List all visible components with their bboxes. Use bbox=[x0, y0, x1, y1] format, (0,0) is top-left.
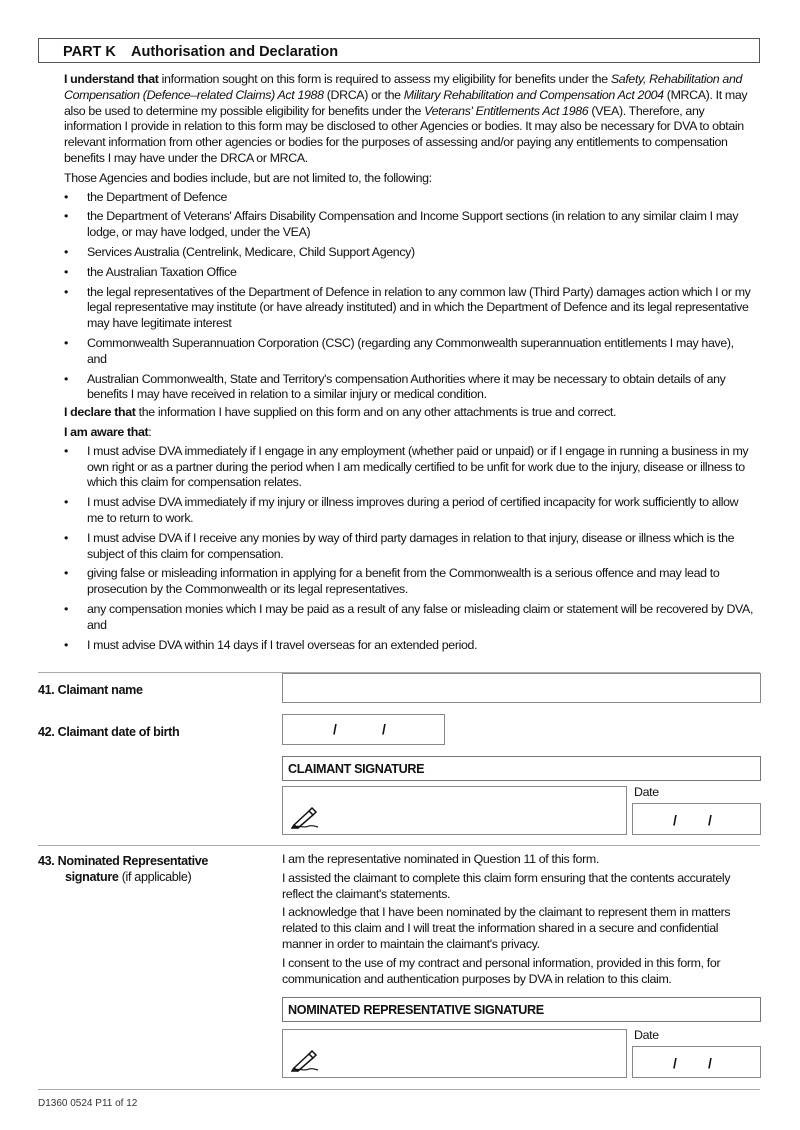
list-item: • the Department of Defence bbox=[64, 190, 754, 206]
aware-heading bbox=[64, 425, 754, 441]
claimant-signature-field[interactable] bbox=[282, 786, 627, 835]
pen-signature-icon bbox=[291, 807, 319, 829]
aware-lead: I am aware that bbox=[64, 424, 149, 439]
claimant-signature-heading: CLAIMANT SIGNATURE bbox=[282, 756, 761, 781]
act-drca: Safety, Rehabilitation and Compensation (Defence–related Claims) Act 1988 bbox=[64, 72, 743, 102]
list-item: • giving false or misleading information in applying for a benefit from the Commonwealth is a serious offence and may lead to prosecution by the Commonwealth or its legal representatives. bbox=[64, 566, 754, 598]
declare-lead: I declare that bbox=[64, 405, 136, 420]
footer-divider bbox=[38, 1089, 760, 1090]
declare-text: the information I have supplied on this form and on any other attachments is true and correct. bbox=[135, 405, 617, 420]
declaration-paragraph bbox=[64, 405, 754, 421]
list-item: • Commonwealth Superannuation Corporation (CSC) (regarding any Commonwealth superannuation entitlements I may have), and bbox=[64, 336, 754, 368]
claimant-date-field[interactable] bbox=[632, 803, 761, 835]
nominated-rep-statements bbox=[282, 852, 752, 990]
list-item: I acknowledge that I have been nominated by the claimant to represent them in matters related to this claim and I will treat the information shared in a secure and confidential manner in order to maintain the claimant's privacy. bbox=[282, 905, 731, 951]
list-item: • I must advise DVA immediately if my injury or illness improves during a period of certified incapacity for work sufficiently to allow me to return to work. bbox=[64, 495, 754, 527]
authorisation-text bbox=[64, 72, 754, 657]
claimant-date-label: Date bbox=[634, 785, 659, 799]
date-slash-1: / bbox=[673, 1055, 677, 1071]
aware-colon: : bbox=[148, 424, 152, 439]
nominated-rep-label-rest: (if applicable) bbox=[118, 869, 192, 884]
nominated-rep-label bbox=[38, 854, 208, 885]
aware-list bbox=[64, 444, 754, 654]
list-item: • the Department of Veterans' Affairs Disability Compensation and Income Support sections (in relation to any similar claim I may lodge, or may have lodged, under the VEA) bbox=[64, 209, 754, 241]
list-item: • any compensation monies which I may be paid as a result of any false or misleading claim or statement will be recovered by DVA, and bbox=[64, 602, 754, 634]
section-title: Authorisation and Declaration bbox=[131, 44, 339, 60]
act-mrca: Military Rehabilitation and Compensation Act 2004 bbox=[403, 87, 664, 102]
understand-text-3: (MRCA). It may also be used to determine my possible eligibility for benefits under the bbox=[64, 87, 748, 118]
nominated-rep-label-signature: signature bbox=[65, 869, 119, 884]
date-slash-2: / bbox=[708, 1055, 712, 1071]
section-divider bbox=[38, 845, 760, 846]
list-item: • Services Australia (Centrelink, Medicare, Child Support Agency) bbox=[64, 245, 754, 261]
date-slash-1: / bbox=[673, 812, 677, 828]
list-item: • the Australian Taxation Office bbox=[64, 265, 754, 281]
list-item: • I must advise DVA within 14 days if I travel overseas for an extended period. bbox=[64, 638, 754, 654]
list-item: • I must advise DVA immediately if I engage in any employment (whether paid or unpaid) or if I engage in running a business in my own right or as a partner during the period when I am medically certified to be unfit for work due to the injury, disease or illness to which this claim for compensation relates. bbox=[64, 444, 754, 491]
list-item: • the legal representatives of the Department of Defence in relation to any common law (Third Party) damages action which I or my legal representative may institute (or have already instituted) and in which the Department of Defence and its legal representative may have legitimate interest bbox=[64, 285, 754, 332]
rep-signature-field[interactable] bbox=[282, 1029, 627, 1078]
agencies-list bbox=[64, 190, 754, 404]
claimant-dob-field[interactable] bbox=[282, 714, 445, 745]
nominated-rep-label-bold: 43. Nominated Representative bbox=[38, 854, 209, 868]
claimant-dob-label: 42. Claimant date of birth bbox=[38, 725, 180, 739]
understand-text-1: information sought on this form is required to assess my eligibility for benefits under the bbox=[158, 72, 611, 86]
list-item: I consent to the use of my contract and personal information, provided in this form, for communication and authentication purposes by DVA in relation to this claim. bbox=[282, 955, 721, 986]
rep-date-label: Date bbox=[634, 1028, 659, 1042]
pen-signature-icon bbox=[291, 1050, 319, 1072]
rep-signature-heading: NOMINATED REPRESENTATIVE SIGNATURE bbox=[282, 997, 761, 1022]
part-k-header bbox=[38, 38, 760, 63]
claimant-name-field[interactable] bbox=[282, 673, 761, 703]
claimant-name-label: 41. Claimant name bbox=[38, 683, 143, 697]
part-label: PART K bbox=[63, 44, 116, 60]
understand-paragraph bbox=[64, 72, 754, 167]
understand-text-2: (DRCA) or the bbox=[323, 87, 404, 102]
page-footer: D1360 0524 P11 of 12 bbox=[38, 1098, 138, 1109]
dob-slash-2: / bbox=[382, 721, 386, 737]
list-item: I am the representative nominated in Question 11 of this form. bbox=[282, 852, 599, 866]
understand-text-4: (VEA). Therefore, any information I provide in relation to this form may be disclosed to other Agencies or bodies. It may also be necessary for DVA to obtain relevant information from other agencies or bodies for the purposes of assessing and/or paying any entitlements to compensation benefits I may have under the DRCA or MRCA. bbox=[64, 103, 744, 165]
dob-slash-1: / bbox=[333, 721, 337, 737]
act-vea: Veterans' Entitlements Act 1986 bbox=[424, 103, 589, 118]
agencies-intro: Those Agencies and bodies include, but are not limited to, the following: bbox=[64, 170, 432, 185]
date-slash-2: / bbox=[708, 812, 712, 828]
list-item: • Australian Commonwealth, State and Territory's compensation Authorities where it may be necessary to obtain details of any benefits I may have received in relation to a similar injury or medical condition. bbox=[64, 372, 754, 404]
list-item: I assisted the claimant to complete this claim form ensuring that the contents accurately reflect the claimant's statements. bbox=[282, 870, 731, 901]
rep-date-field[interactable] bbox=[632, 1046, 761, 1078]
list-item: • I must advise DVA if I receive any monies by way of third party damages in relation to that injury, disease or illness which is the subject of this claim for compensation. bbox=[64, 531, 754, 563]
understand-lead: I understand that bbox=[64, 72, 159, 86]
